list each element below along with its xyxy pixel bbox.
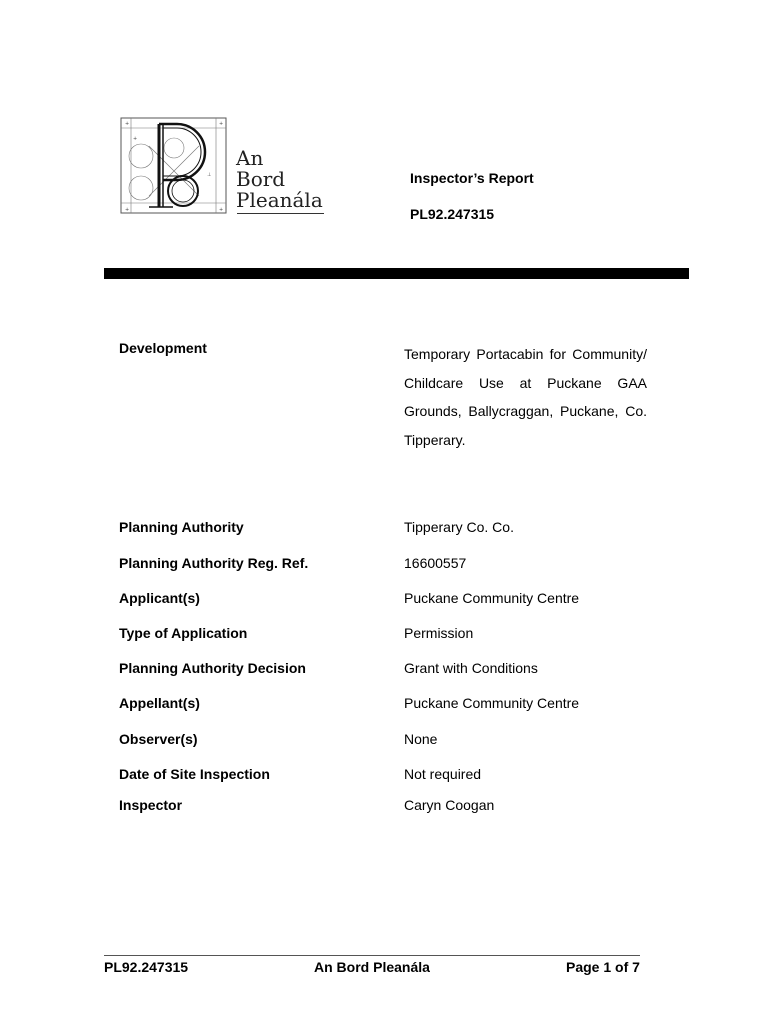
development-value: Temporary Portacabin for Community/ Childcare Use at Puckane GAA Grounds, Ballycraggan, Puckane, Co. Tipperary. (404, 346, 647, 448)
report-title: Inspector’s Report (410, 170, 534, 186)
report-reference: PL92.247315 (410, 206, 495, 222)
svg-text:⊥: ⊥ (207, 172, 212, 178)
detail-label: Appellant(s) (119, 695, 200, 711)
detail-value: Caryn Coogan (404, 797, 495, 813)
detail-value: Not required (404, 766, 482, 782)
logo-line-2: Bord (236, 167, 286, 191)
detail-value: Permission (404, 625, 474, 641)
detail-label: Planning Authority Decision (119, 660, 306, 676)
detail-label: Observer(s) (119, 731, 198, 747)
detail-label: Type of Application (119, 625, 248, 641)
logo-line-3: Pleanála (236, 188, 323, 212)
detail-label: Planning Authority Reg. Ref. (119, 555, 309, 571)
logo-underline (237, 213, 324, 214)
svg-text:+: + (125, 121, 130, 127)
detail-value: None (404, 731, 438, 747)
logo-wordmark (236, 148, 323, 211)
footer-page-number: Page 1 of 7 (566, 959, 640, 975)
detail-value: Puckane Community Centre (404, 590, 580, 606)
footer-reference: PL92.247315 (104, 959, 189, 975)
detail-value: Tipperary Co. Co. (404, 519, 514, 535)
detail-value: 16600557 (404, 555, 467, 571)
detail-value: Grant with Conditions (404, 660, 538, 676)
an-bord-pleanala-logo-icon (119, 116, 228, 215)
detail-label: Planning Authority (119, 519, 244, 535)
development-label: Development (119, 340, 207, 356)
svg-text:+: + (219, 121, 224, 127)
footer-organisation: An Bord Pleanála (314, 959, 430, 975)
header-divider (104, 268, 689, 279)
svg-text:+: + (133, 136, 138, 142)
detail-label: Date of Site Inspection (119, 766, 270, 782)
svg-text:+: + (125, 207, 130, 213)
logo-line-1: An (236, 146, 264, 170)
detail-label: Inspector (119, 797, 183, 813)
footer-divider (104, 955, 640, 956)
svg-text:+: + (219, 207, 224, 213)
detail-value: Puckane Community Centre (404, 695, 580, 711)
detail-label: Applicant(s) (119, 590, 200, 606)
